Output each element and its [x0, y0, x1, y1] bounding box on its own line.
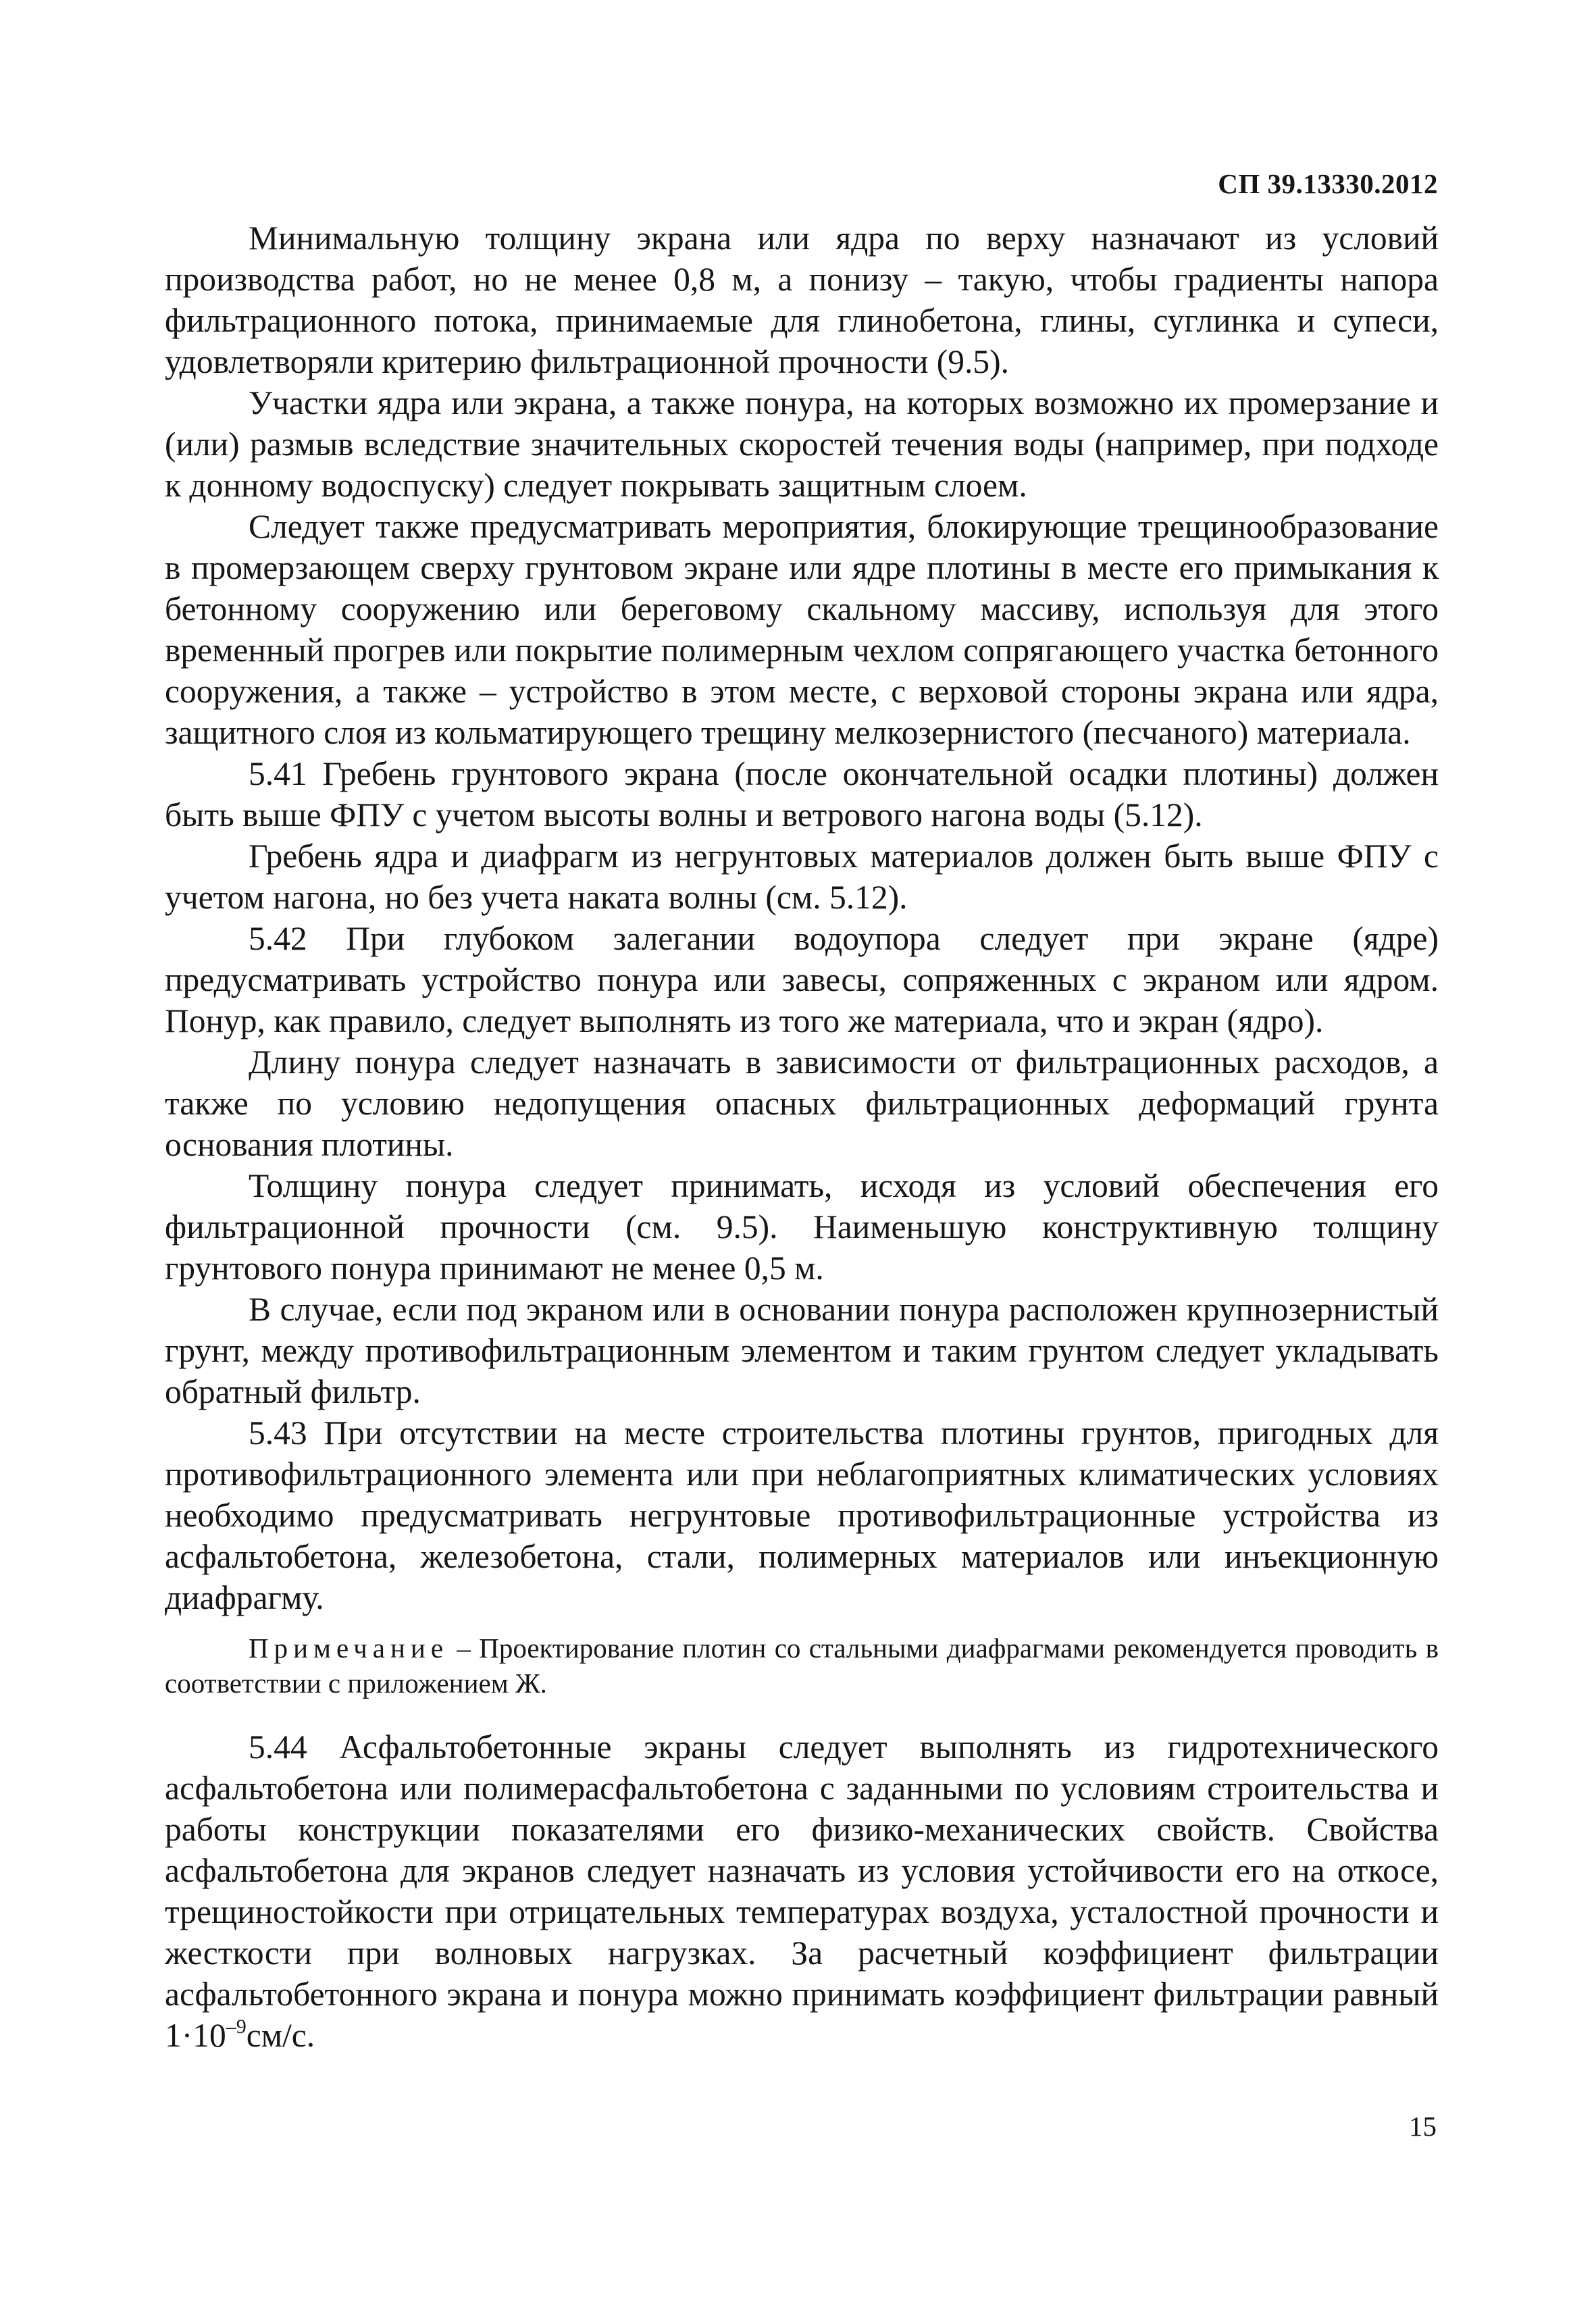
- paragraph-5-44-text: 5.44 Асфальтобетонные экраны следует выполнять из гидротехнического асфальтобетона или полимерасфальтобетона с заданными по условиям строительства и работы конструкции показателями его физико-механических свойств. Свойства асфальтобетона для экранов следует назначать из условия устойчивости его на откосе, трещиностойкости при отрицательных температурах воздуха, усталостной прочности и жесткости при волновых нагрузках. За расчетный коэффициент фильтрации асфальтобетонного экрана и понура можно принимать коэффициент фильтрации равный 1·10: [165, 1728, 1439, 2054]
- paragraph-core-areas: Участки ядра или экрана, а также понура, на которых возможно их промерзание и (или) размыв вследствие значительных скоростей течения воды (например, при подходе к донному водоспуску) следует покрывать защитным слоем.: [165, 384, 1439, 504]
- note-label: Примечание: [249, 1632, 449, 1664]
- exponent: –9: [226, 2015, 247, 2038]
- document-body: [165, 217, 1439, 2056]
- note-text: – Проектирование плотин со стальными диафрагмами рекомендуется проводить в соответствии с приложением Ж.: [165, 1632, 1439, 1699]
- paragraph-apron-thickness: Толщину понура следует принимать, исходя из условий обеспечения его фильтрационной прочности (см. 9.5). Наименьшую конструктивную толщину грунтового понура принимают не менее 0,5 м.: [165, 1167, 1439, 1287]
- paragraph-5-42: 5.42 При глубоком залегании водоупора следует при экране (ядре) предусматривать устройство понура или завесы, сопряженных с экраном или ядром. Понур, как правило, следует выполнять из того же материала, что и экран (ядро).: [165, 920, 1439, 1039]
- note: [165, 1630, 1439, 1701]
- page-number: 15: [1409, 2111, 1437, 2142]
- paragraph-crack-measures: Следует также предусматривать мероприятия, блокирующие трещинообразование в промерзающем сверху грунтовом экране или ядре плотины в месте его примыкания к бетонному сооружению или береговому скальному массиву, используя для этого временный прогрев или покрытие полимерным чехлом сопрягающего участка бетонного сооружения, а также – устройство в этом месте, с верховой стороны экрана или ядра, защитного слоя из кольматирующего трещину мелкозернистого (песчаного) материала.: [165, 508, 1439, 751]
- document-code: СП 39.13330.2012: [1218, 168, 1438, 199]
- paragraph-5-44: [165, 1726, 1439, 2056]
- paragraph-5-41: 5.41 Гребень грунтового экрана (после окончательной осадки плотины) должен быть выше ФПУ с учетом высоты волны и ветрового нагона воды (5.12).: [165, 755, 1439, 833]
- paragraph-5-43: 5.43 При отсутствии на месте строительства плотины грунтов, пригодных для противофильтрационного элемента или при неблагоприятных климатических условиях необходимо предусматривать негрунтовые противофильтрационные устройства из асфальтобетона, железобетона, стали, полимерных материалов или инъекционную диафрагму.: [165, 1414, 1439, 1616]
- unit-text: см/с.: [246, 2017, 315, 2054]
- paragraph-reverse-filter: В случае, если под экраном или в основании понура расположен крупнозернистый грунт, между противофильтрационным элементом и таким грунтом следует укладывать обратный фильтр.: [165, 1291, 1439, 1410]
- paragraph-crest-core: Гребень ядра и диафрагм из негрунтовых материалов должен быть выше ФПУ с учетом нагона, но без учета наката волны (см. 5.12).: [165, 838, 1439, 916]
- paragraph-min-thickness: Минимальную толщину экрана или ядра по верху назначают из условий производства работ, но не менее 0,8 м, а понизу – такую, чтобы градиенты напора фильтрационного потока, принимаемые для глинобетона, глины, суглинка и супеси, удовлетворяли критерию фильтрационной прочности (9.5).: [165, 220, 1439, 380]
- paragraph-apron-length: Длину понура следует назначать в зависимости от фильтрационных расходов, а также по условию недопущения опасных фильтрационных деформаций грунта основания плотины.: [165, 1044, 1439, 1163]
